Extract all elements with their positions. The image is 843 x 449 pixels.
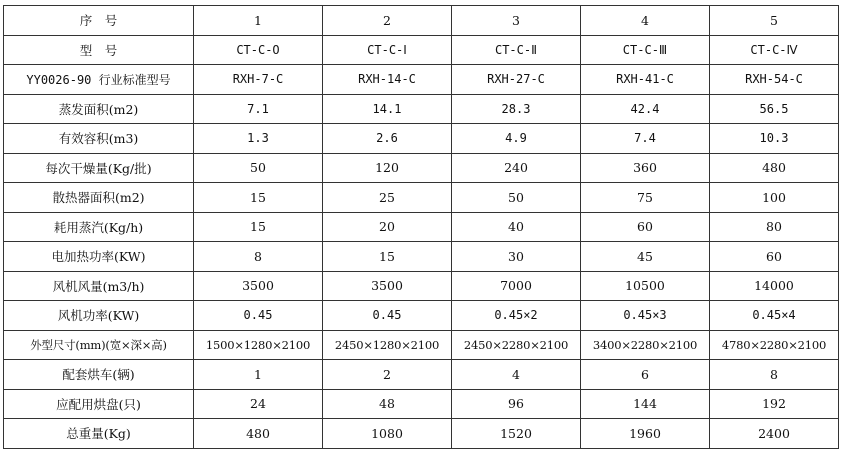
row-label: 序 号 (4, 6, 194, 36)
table-cell: RXH-41-C (581, 65, 710, 95)
table-cell: 15 (194, 212, 323, 242)
table-cell: 1.3 (194, 124, 323, 154)
spec-table (3, 5, 839, 449)
table-cell: 4 (452, 360, 581, 390)
table-cell: 100 (710, 183, 839, 213)
table-cell: 1 (194, 6, 323, 36)
row-label: 型 号 (4, 35, 194, 65)
row-label: 配套烘车(辆) (4, 360, 194, 390)
table-cell: RXH-27-C (452, 65, 581, 95)
table-cell: 7.1 (194, 94, 323, 124)
table-cell: 1520 (452, 419, 581, 449)
table-cell: 0.45×2 (452, 301, 581, 331)
table-cell: 480 (710, 153, 839, 183)
table-row-heating-power (4, 242, 839, 272)
table-row-fan-airflow (4, 271, 839, 301)
table-cell: CT-C-Ⅱ (452, 35, 581, 65)
table-row-serial (4, 6, 839, 36)
table-row-drying-capacity (4, 153, 839, 183)
row-label: 耗用蒸汽(Kg/h) (4, 212, 194, 242)
table-cell: RXH-14-C (323, 65, 452, 95)
row-label: 有效容积(m3) (4, 124, 194, 154)
row-label: 电加热功率(KW) (4, 242, 194, 272)
table-cell: 8 (710, 360, 839, 390)
table-cell: 28.3 (452, 94, 581, 124)
table-cell: 4780×2280×2100 (710, 330, 839, 360)
row-label: 风机功率(KW) (4, 301, 194, 331)
table-cell: 25 (323, 183, 452, 213)
table-cell: 2400 (710, 419, 839, 449)
row-label: 应配用烘盘(只) (4, 389, 194, 419)
table-cell: 120 (323, 153, 452, 183)
table-cell: 0.45 (323, 301, 452, 331)
table-cell: 40 (452, 212, 581, 242)
table-cell: 45 (581, 242, 710, 272)
table-cell: 144 (581, 389, 710, 419)
table-cell: 60 (710, 242, 839, 272)
table-cell: 1500×1280×2100 (194, 330, 323, 360)
table-cell: 1 (194, 360, 323, 390)
table-cell: 2450×2280×2100 (452, 330, 581, 360)
table-row-trays (4, 389, 839, 419)
table-cell: 75 (581, 183, 710, 213)
table-row-standard-model (4, 65, 839, 95)
table-cell: 20 (323, 212, 452, 242)
row-label: 风机风量(m3/h) (4, 271, 194, 301)
table-cell: 10.3 (710, 124, 839, 154)
table-cell: 60 (581, 212, 710, 242)
table-row-fan-power (4, 301, 839, 331)
table-cell: 2450×1280×2100 (323, 330, 452, 360)
table-row-effective-volume (4, 124, 839, 154)
table-cell: 96 (452, 389, 581, 419)
table-cell: 50 (194, 153, 323, 183)
table-cell: RXH-7-C (194, 65, 323, 95)
table-row-steam-consumption (4, 212, 839, 242)
table-cell: 2 (323, 360, 452, 390)
table-cell: 1960 (581, 419, 710, 449)
table-cell: 6 (581, 360, 710, 390)
row-label: 散热器面积(m2) (4, 183, 194, 213)
row-label: 总重量(Kg) (4, 419, 194, 449)
table-cell: 1080 (323, 419, 452, 449)
table-cell: CT-C-Ⅰ (323, 35, 452, 65)
table-cell: 0.45 (194, 301, 323, 331)
table-cell: 14.1 (323, 94, 452, 124)
table-cell: 10500 (581, 271, 710, 301)
table-cell: CT-C-O (194, 35, 323, 65)
table-cell: 3500 (194, 271, 323, 301)
table-cell: 24 (194, 389, 323, 419)
table-cell: 80 (710, 212, 839, 242)
table-cell: 3 (452, 6, 581, 36)
table-cell: 56.5 (710, 94, 839, 124)
table-row-dimensions (4, 330, 839, 360)
table-cell: 0.45×4 (710, 301, 839, 331)
table-cell: 42.4 (581, 94, 710, 124)
table-cell: CT-C-Ⅳ (710, 35, 839, 65)
table-cell: 240 (452, 153, 581, 183)
table-cell: 3500 (323, 271, 452, 301)
table-cell: 15 (323, 242, 452, 272)
table-cell: 14000 (710, 271, 839, 301)
table-row-model (4, 35, 839, 65)
table-cell: 48 (323, 389, 452, 419)
table-cell: 8 (194, 242, 323, 272)
table-cell: 50 (452, 183, 581, 213)
table-cell: 2 (323, 6, 452, 36)
table-cell: 3400×2280×2100 (581, 330, 710, 360)
table-cell: 192 (710, 389, 839, 419)
table-cell: CT-C-Ⅲ (581, 35, 710, 65)
table-cell: 0.45×3 (581, 301, 710, 331)
table-cell: 4 (581, 6, 710, 36)
table-cell: 5 (710, 6, 839, 36)
row-label: 外型尺寸(mm)(宽×深×高) (4, 330, 194, 360)
row-label: 蒸发面积(m2) (4, 94, 194, 124)
table-row-total-weight (4, 419, 839, 449)
table-cell: 15 (194, 183, 323, 213)
row-label: YY0026-90 行业标准型号 (4, 65, 194, 95)
table-row-evaporation-area (4, 94, 839, 124)
table-cell: 7.4 (581, 124, 710, 154)
row-label: 每次干燥量(Kg/批) (4, 153, 194, 183)
table-cell: 7000 (452, 271, 581, 301)
table-cell: RXH-54-C (710, 65, 839, 95)
table-cell: 480 (194, 419, 323, 449)
table-cell: 2.6 (323, 124, 452, 154)
table-cell: 360 (581, 153, 710, 183)
table-row-radiator-area (4, 183, 839, 213)
table-row-trolleys (4, 360, 839, 390)
table-cell: 4.9 (452, 124, 581, 154)
table-cell: 30 (452, 242, 581, 272)
